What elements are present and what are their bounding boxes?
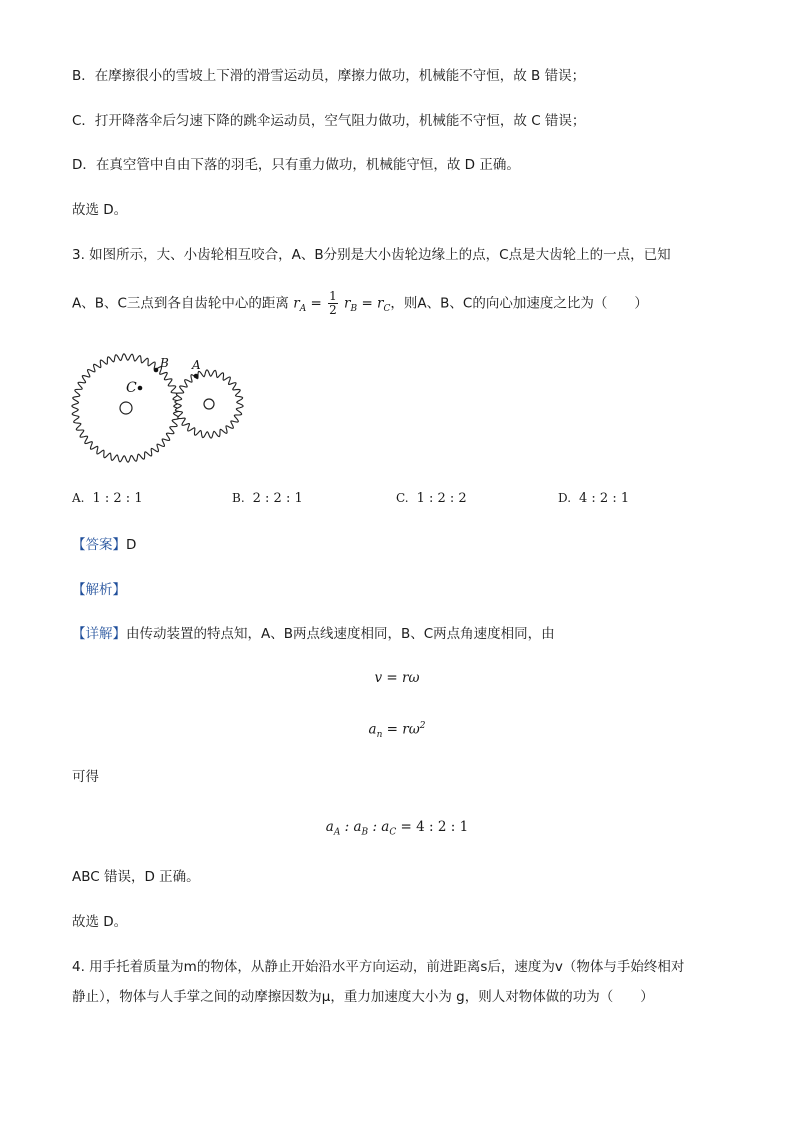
question-3-text-suffix: ，则A、B、C的向心加速度之比为（ ）	[390, 295, 648, 312]
ratio-result: = 4 : 2 : 1	[396, 819, 469, 835]
option-c[interactable]	[396, 491, 467, 506]
ratio-sub-b: B	[361, 827, 369, 838]
answer-value: D	[126, 537, 137, 553]
an-symbol: a	[368, 721, 377, 738]
an-superscript: 2	[419, 721, 426, 731]
option-a-value: 1 : 2 : 1	[92, 491, 143, 506]
ratio-sub-a: A	[333, 827, 341, 838]
point-a-dot	[194, 374, 199, 379]
detail-line	[72, 624, 555, 644]
can-get-line: 可得	[72, 769, 99, 785]
option-c-value: 1 : 2 : 2	[416, 491, 467, 506]
label-c: C	[126, 380, 137, 396]
option-a[interactable]	[72, 491, 143, 506]
label-a: A	[192, 358, 201, 372]
option-b-value: 2 : 2 : 1	[252, 491, 303, 506]
gear-diagram	[70, 348, 250, 466]
question-4-text-line2: 静止），物体与人手掌之间的动摩擦因数为μ，重力加速度大小为 g，则人对物体做的功为（ ）	[72, 989, 654, 1005]
r-c-symbol: r	[377, 295, 384, 312]
question-4-text-line1: 4. 用手托着质量为m的物体，从静止开始沿水平方向运动，前进距离s后，速度为v（物体与手始终相对	[72, 959, 685, 975]
option-b-explanation: B．在摩擦很小的雪坡上下滑的滑雪运动员，摩擦力做功，机械能不守恒，故 B 错误；	[72, 68, 586, 84]
question-3-text-line2	[72, 290, 648, 319]
formula-v-equals-r-omega: v = rω	[374, 670, 420, 686]
analysis-line	[72, 580, 126, 600]
answer-tag: 【答案】	[72, 537, 126, 553]
ratio-a: a	[325, 819, 334, 835]
an-rhs: = rω	[386, 721, 420, 738]
point-c-dot	[138, 386, 143, 391]
option-d[interactable]	[558, 491, 629, 506]
abc-wrong-line: ABC 错误，D 正确。	[72, 869, 200, 885]
option-c-letter: C.	[396, 491, 409, 505]
equals-sign-2: =	[361, 295, 373, 312]
r-a-symbol: r	[293, 295, 300, 312]
r-a-subscript: A	[299, 304, 307, 315]
ratio-sep-1: : a	[340, 819, 362, 835]
question-3-text-prefix: A、B、C三点到各自齿轮中心的距离	[72, 295, 289, 312]
analysis-tag: 【解析】	[72, 582, 126, 598]
answer-line	[72, 535, 136, 555]
r-c-subscript: C	[383, 304, 391, 315]
option-d-letter: D.	[558, 491, 572, 505]
detail-tag: 【详解】	[72, 626, 126, 642]
detail-text: 由传动装置的特点知，A、B两点线速度相同，B、C两点角速度相同，由	[126, 626, 555, 642]
label-b: B	[160, 356, 169, 370]
fraction-denominator: 2	[329, 303, 337, 317]
r-b-subscript: B	[350, 304, 358, 315]
an-subscript: n	[376, 730, 383, 741]
option-b-letter: B.	[232, 491, 245, 505]
small-gear-outline	[175, 370, 243, 438]
large-gear-outline	[72, 354, 180, 462]
equals-sign-1: =	[310, 295, 322, 312]
option-c-explanation: C．打开降落伞后匀速下降的跳伞运动员，空气阻力做功，机械能不守恒，故 C 错误；	[72, 113, 586, 129]
fraction-one-half	[328, 290, 338, 317]
ratio-sub-c: C	[389, 827, 397, 838]
r-b-symbol: r	[344, 295, 351, 312]
choose-answer-line-2: 故选 D。	[72, 914, 128, 930]
option-d-value: 4 : 2 : 1	[579, 491, 630, 506]
ratio-sep-2: : a	[368, 819, 390, 835]
option-a-letter: A.	[72, 491, 85, 505]
formula-centripetal-acceleration	[0, 716, 794, 745]
option-b[interactable]	[232, 491, 303, 506]
point-b-dot	[154, 368, 159, 373]
choose-answer-line: 故选 D。	[72, 202, 128, 218]
fraction-numerator: 1	[329, 289, 337, 303]
formula-acceleration-ratio	[0, 817, 794, 843]
option-d-explanation: D．在真空管中自由下落的羽毛，只有重力做功，机械能守恒，故 D 正确。	[72, 157, 520, 173]
large-gear-center	[120, 402, 132, 414]
question-3-text-line1: 3. 如图所示，大、小齿轮相互咬合，A、B分别是大小齿轮边缘上的点，C点是大齿轮上的一点，已知	[72, 247, 671, 263]
